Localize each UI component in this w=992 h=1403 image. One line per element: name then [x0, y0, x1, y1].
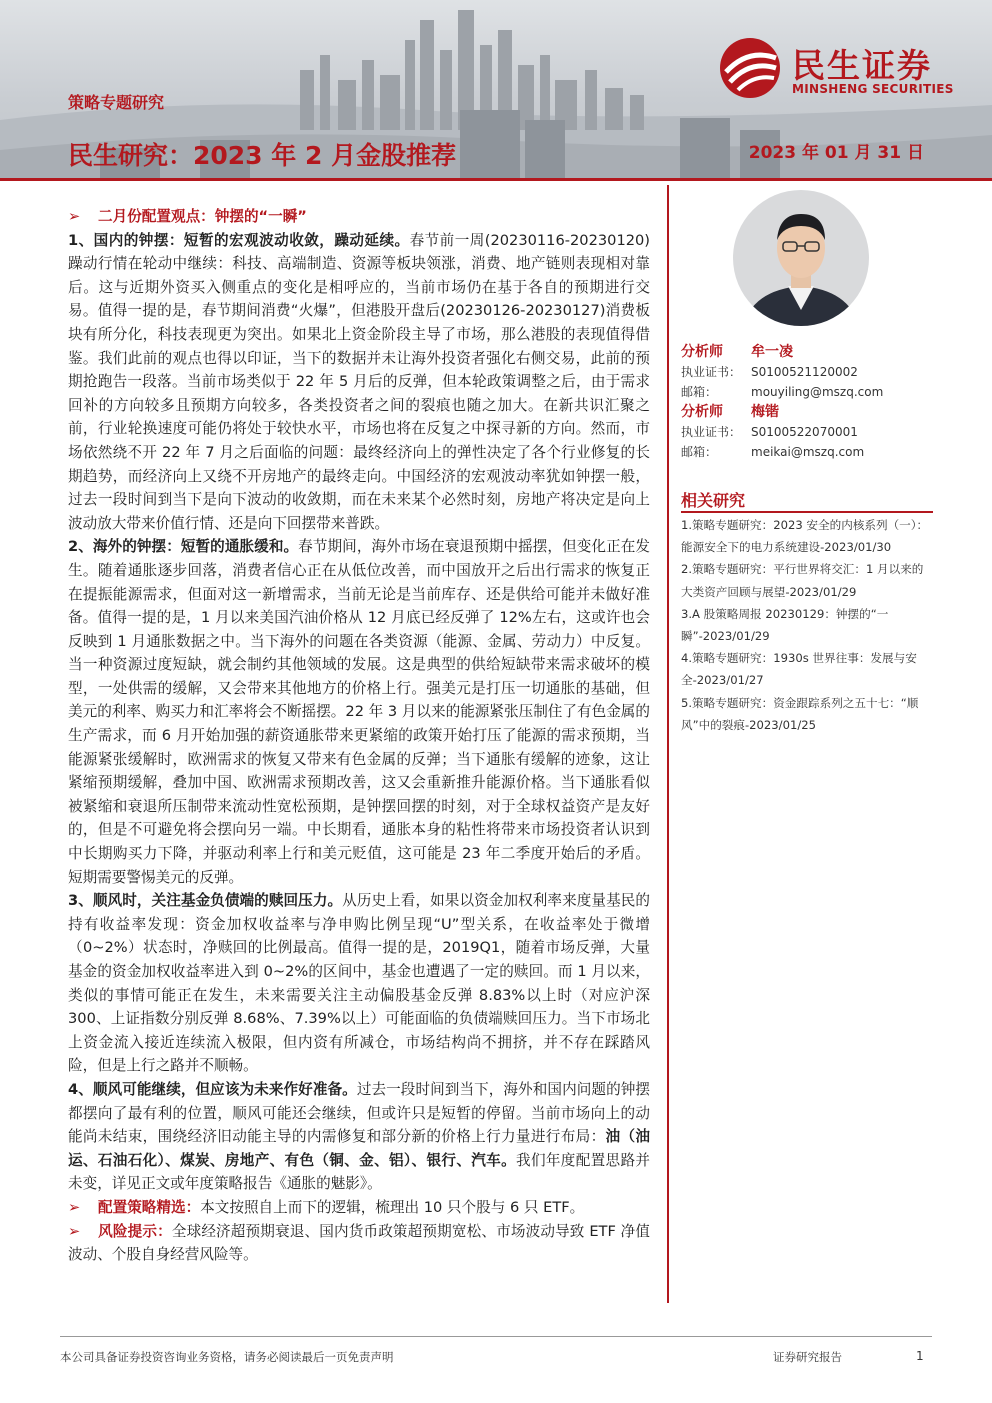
logo-chinese-text: 民生证券 [792, 46, 932, 85]
paragraph-3-body: 从历史上看，如果以资金加权利率来度量基民的持有收益率发现：资金加权收益率与净申购比例呈现“U”型关系，在收益率处于微增（0~2%）状态时，净赎回的比例最高。值得一提的是，2019Q1，随着市场反弹，大量基金的资金加权收益率进入到 0~2%的区间中，基金也遭遇了一定的赎回。而 1 月以来，类似的事情可能正在发生，未来需要关注主动偏股基金反弹 8.83%以上时（对应沪深 300、上证指数分别反弹 8.68%、7.39%以上）可能面临的负债端赎回压力。当下市场北上资金流入接近连续流入极限，但内资有所减仓，市场结构尚不拥挤，并不存在踩踏风险，但是上行之路并不顺畅。 [68, 892, 650, 1075]
analyst-2-name-row [681, 402, 933, 422]
footer-divider [60, 1336, 932, 1337]
paragraph-4-body: 过去一段时间到当下，海外和国内问题的钟摆都摆向了最有利的位置，顺风可能还会继续，但或许只是短暂的停留。当前市场向上的动能尚未结束，围绕经济旧动能主导的内需修复和部分新的价格上行力量进行布局： [68, 1080, 650, 1146]
header-banner [0, 0, 992, 180]
paragraph-2-lead: 2、海外的钟摆：短暂的通胀缓和。 [68, 538, 299, 556]
bullet-strategy [68, 1196, 650, 1220]
paragraph-4-lead: 4、顺风可能继续，但应该为未来作好准备。 [68, 1080, 357, 1098]
analyst-2-email-row [681, 442, 933, 462]
bullet-strategy-body: 本文按照自上而下的逻辑，梳理出 10 只个股与 6 只 ETF。 [200, 1198, 585, 1216]
paragraph-2-body: 春节期间，海外市场在衰退预期中摇摆，但变化正在发生。随着通胀逐步回落，消费者信心正在从低位改善，而中国放开之后出行需求的恢复正在提振能源需求，但面对这一新增需求，当前无论是当前库存、还是供给可能并未做好准备。值得一提的是，1 月以来美国汽油价格从 12 月底已经反弹了 12%左右，这或许也会反映到 1 月通胀数据之中。当下海外的问题在各类资源（能源、金属、劳动力）中反复。当一种资源过度短缺，就会制约其他领域的发展。这是典型的供给短缺带来需求破坏的模型，一处供需的缓解，又会带来其他地方的价格上行。强美元是打压一切通胀的基础，但美元的利率、购买力和汇率将会不断摇摆。22 年 3 月以来的能源紧张压制住了有色金属的生产需求，而 6 月开始加强的薪资通胀带来更紧缩的政策开始打压了能源的需求预期，当能源紧张缓解时，欧洲需求的恢复又带来有色金属的反弹；当下通胀有缓解的迹象，这让紧缩预期缓解，叠加中国、欧洲需求预期改善，这又会重新推升能源价格。当下通胀看似被紧缩和衰退所压制带来流动性宽松预期，是钟摆回摆的时刻，对于全球权益资产是友好的，但是不可避免将会摆向另一端。中长期看，通胀本身的粘性将带来市场投资者认识到中长期购买力下降，并驱动利率上行和美元贬值，这可能是 23 年二季度开始后的矛盾。短期需要警惕美元的反弹。 [68, 538, 650, 886]
header-divider [0, 178, 992, 181]
section-heading-text: 二月份配置观点：钟摆的“一瞬” [98, 208, 307, 225]
paragraph-4 [68, 1078, 650, 1196]
arrow-bullet-icon: ➢ [68, 1198, 81, 1216]
paragraph-1-lead: 1、国内的钟摆：短暂的宏观波动收敛，躁动延续。 [68, 231, 410, 249]
related-item[interactable]: 4.策略专题研究：1930s 世界往事：发展与安全-2023/01/27 [681, 651, 917, 688]
document-type: 策略专题研究 [68, 93, 165, 112]
arrow-bullet-icon: ➢ [68, 1222, 81, 1240]
analyst-1-name-row [681, 342, 933, 362]
paragraph-3 [68, 889, 650, 1078]
related-research-title: 相关研究 [681, 491, 746, 510]
document-title: 民生研究：2023 年 2 月金股推荐 [68, 141, 457, 170]
bullet-risk [68, 1220, 650, 1267]
analyst-role: 分析师 [681, 404, 723, 420]
cert-label: 执业证书： [681, 425, 742, 439]
related-item[interactable]: 1.策略专题研究：2023 安全的内核系列（一）：能源安全下的电力系统建设-2023/01/30 [681, 518, 929, 555]
analyst-1-cert-row [681, 362, 933, 382]
section-heading [68, 205, 650, 229]
cert-label: 执业证书： [681, 365, 742, 379]
analyst-portrait-icon [733, 190, 869, 326]
paragraph-4-sectors: 油（油运、石油石化）、煤炭、房地产、有色（铜、金、铝）、银行、汽车。 [68, 1128, 650, 1169]
email-address[interactable]: meikai@mszq.com [751, 445, 865, 459]
cert-number: S0100521120002 [751, 365, 858, 379]
paragraph-1 [68, 229, 650, 536]
analyst-info [681, 342, 933, 462]
email-address[interactable]: mouyiling@mszq.com [751, 385, 884, 399]
arrow-bullet-icon: ➢ [68, 208, 81, 225]
main-content [68, 205, 650, 1267]
bullet-strategy-lead: 配置策略精选： [98, 1198, 201, 1216]
related-item[interactable]: 3.A 股策略周报 20230129：钟摆的“一瞬”-2023/01/29 [681, 606, 889, 644]
analyst-photo [733, 190, 869, 326]
analyst-role: 分析师 [681, 344, 723, 360]
related-research-divider [681, 511, 933, 513]
company-logo [718, 36, 968, 100]
minsheng-logo-icon [718, 36, 784, 100]
analyst-2-cert-row [681, 422, 933, 442]
analyst-name: 牟一凌 [751, 344, 793, 360]
paragraph-1-body: 春节前一周(20230116-20230120)躁动行情在轮动中继续：科技、高端制造、资源等板块领涨，消费、地产链则表现相对靠后。这与近期外资买入侧重点的变化是相呼应的，当前市场仍在基于各自的预期进行交易。值得一提的是，春节期间消费“火爆”，但港股开盘后(20230126-20230127)消费板块有所分化，科技表现更为突出。如果北上资金阶段主导了市场，那么港股的表现值得借鉴。我们此前的观点也得以印证，当下的数据并未让海外投资者强化右侧交易，此前的预期抢跑告一段落。当前市场类似于 22 年 5 月后的反弹，但本轮政策调整之后，由于需求回补的方向较多且预期方向较多，各类投资者之间的裂痕也随之加大。在新共识汇聚之前，行业轮换速度可能仍将处于较快水平，市场也将在反复之中探寻新的方向。然而，市场依然绕不开 22 年 7 月之后面临的问题：最终经济向上的弹性决定了各个行业修复的长期趋势，而经济向上又绕不开房地产的最终走向。中国经济的宏观波动率犹如钟摆一般，过去一段时间到当下是向下波动的收敛期，而在未来某个必然时刻，房地产将决定是向上波动放大带来价值行情、还是向下回摆带来普跌。 [68, 231, 650, 532]
email-label: 邮箱： [681, 385, 718, 399]
column-divider [667, 185, 669, 1303]
analyst-1-email-row [681, 382, 933, 402]
related-item[interactable]: 2.策略专题研究：平行世界将交汇：1 月以来的大类资产回顾与展望-2023/01/29 [681, 562, 924, 599]
bullet-risk-body: 全球经济超预期衰退、国内货币政策超预期宽松、市场波动导致 ETF 净值波动、个股自身经营风险等。 [68, 1222, 650, 1264]
page-number: 1 [916, 1349, 924, 1363]
logo-english-text: MINSHENG SECURITIES [792, 82, 954, 96]
paragraph-4-body-end: 我们年度配置思路并未变，详见正文或年度策略报告《通胀的魅影》。 [68, 1151, 650, 1193]
document-date: 2023 年 01 月 31 日 [748, 143, 924, 163]
email-label: 邮箱： [681, 445, 718, 459]
related-item[interactable]: 5.策略专题研究：资金跟踪系列之五十七：“顺风”中的裂痕-2023/01/25 [681, 695, 919, 732]
related-research-list [681, 514, 933, 736]
paragraph-2 [68, 535, 650, 889]
footer-report-type: 证券研究报告 [773, 1350, 842, 1364]
footer-disclaimer: 本公司具备证券投资咨询业务资格，请务必阅读最后一页免责声明 [60, 1350, 394, 1364]
bullet-risk-lead: 风险提示： [98, 1222, 172, 1240]
analyst-name: 梅锴 [751, 404, 779, 420]
paragraph-3-lead: 3、顺风时，关注基金负债端的赎回压力。 [68, 892, 343, 910]
cert-number: S0100522070001 [751, 425, 858, 439]
